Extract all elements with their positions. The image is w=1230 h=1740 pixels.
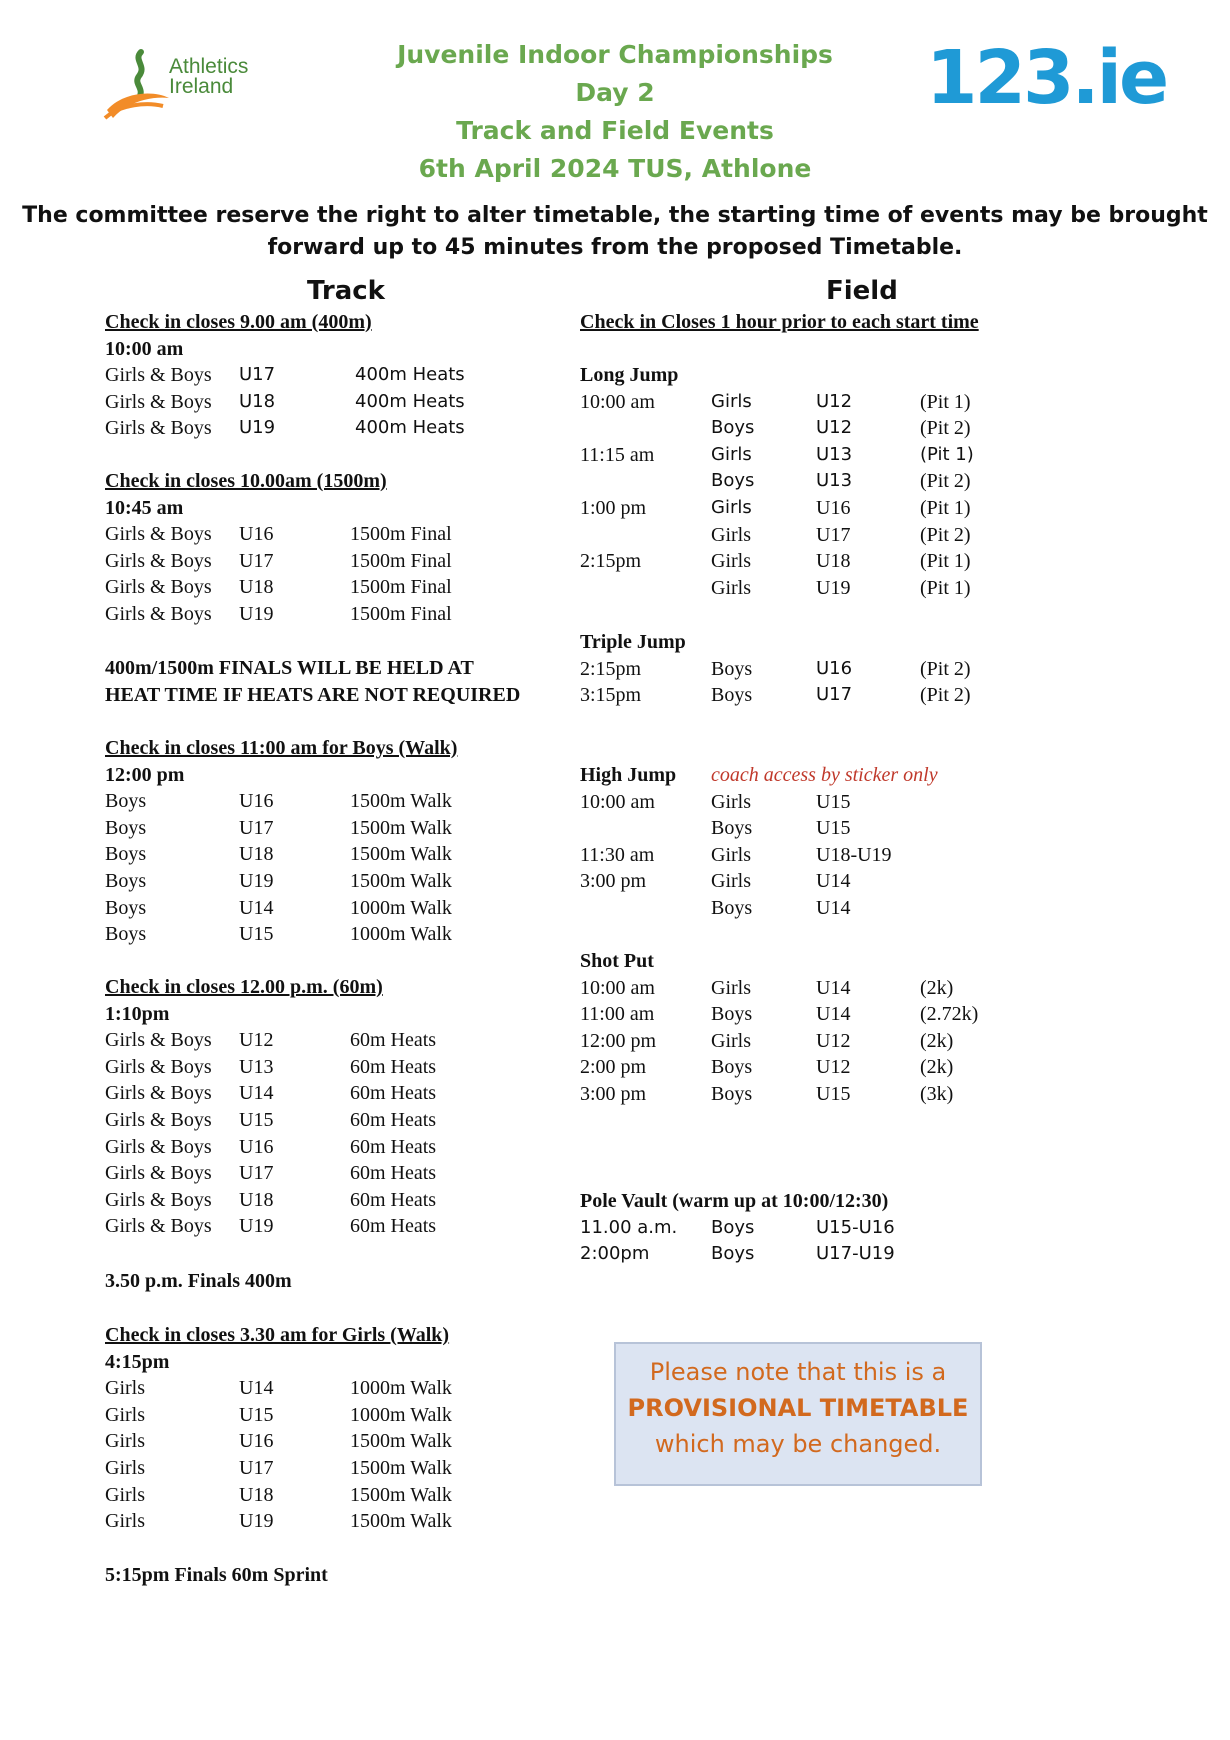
age-cell: U15	[239, 1403, 274, 1426]
age-cell: U16	[816, 497, 851, 519]
field-row	[580, 1028, 1000, 1054]
track-row	[105, 1160, 525, 1186]
event-cell: 1500m Walk	[350, 1510, 452, 1533]
age-cell: U16	[239, 1135, 274, 1158]
group-cell: Girls	[711, 870, 751, 893]
age-cell: U15	[816, 817, 851, 840]
note-cell: (2.72k)	[920, 1003, 979, 1026]
group-cell: Girls & Boys	[105, 576, 212, 599]
track-row	[105, 1107, 525, 1133]
track-row	[105, 788, 525, 814]
age-cell: U19	[816, 576, 851, 599]
age-cell: U19	[239, 870, 274, 892]
track-checkin-2: Check in closes 11:00 am for Boys (Walk)	[105, 737, 458, 759]
note-cell: (3k)	[920, 1083, 954, 1105]
group-cell: Girls	[711, 976, 751, 999]
group-cell: Girls	[105, 1457, 145, 1479]
event-cell: 1500m Final	[350, 603, 452, 625]
track-row	[105, 1213, 525, 1239]
event-cell: 1500m Final	[350, 523, 452, 546]
group-cell: Girls & Boys	[105, 1082, 212, 1105]
track-row	[105, 1080, 525, 1106]
time-cell: 12:00 pm	[580, 1029, 657, 1052]
field-heading: Field	[826, 276, 898, 306]
provisional-line-2: PROVISIONAL TIMETABLE	[627, 1394, 969, 1422]
group-cell: Girls	[105, 1430, 145, 1453]
track-row	[105, 1375, 525, 1401]
age-cell: U16	[239, 523, 274, 546]
group-cell: Boys	[711, 470, 755, 492]
age-cell: U17-U19	[816, 1243, 895, 1265]
group-cell: Girls & Boys	[105, 549, 212, 572]
note-cell: (Pit 1)	[920, 390, 971, 413]
group-cell: Girls	[711, 576, 751, 599]
age-cell: U15	[239, 1109, 274, 1131]
age-cell: U17	[239, 816, 274, 839]
field-row	[580, 522, 1000, 548]
field-row	[580, 389, 1000, 415]
track-row	[105, 1508, 525, 1534]
note-cell: (Pit 2)	[920, 684, 971, 707]
track-time-4: 4:15pm	[105, 1350, 170, 1373]
group-cell: Boys	[711, 1243, 755, 1265]
age-cell: U17	[239, 549, 274, 572]
event-cell: 60m Heats	[350, 1029, 437, 1052]
age-cell: U15	[239, 923, 274, 946]
age-cell: U14	[239, 1377, 274, 1400]
field-row	[580, 1081, 1000, 1107]
group-cell: Girls	[711, 790, 751, 813]
event-cell: 60m Heats	[350, 1188, 437, 1211]
track-checkin-0: Check in closes 9.00 am (400m)	[105, 311, 372, 333]
triple-jump-title: Triple Jump	[580, 631, 686, 653]
group-cell: Girls & Boys	[105, 1109, 212, 1131]
group-cell: Boys	[711, 684, 753, 707]
event-cell: 60m Heats	[350, 1082, 437, 1105]
group-cell: Boys	[105, 870, 147, 892]
track-row	[105, 921, 525, 947]
event-cell: 1000m Walk	[350, 1377, 452, 1400]
age-cell: U19	[239, 1510, 274, 1533]
track-row	[105, 415, 525, 441]
logo-word-2: Ireland	[169, 75, 234, 98]
group-cell: Girls & Boys	[105, 417, 212, 440]
field-row	[580, 495, 1000, 521]
group-cell: Boys	[711, 417, 755, 439]
track-checkin-4: Check in closes 3.30 am for Girls (Walk)	[105, 1324, 450, 1346]
event-cell: 60m Heats	[350, 1055, 437, 1078]
field-row	[580, 815, 1000, 841]
track-time-0: 10:00 am	[105, 337, 184, 360]
provisional-line-1: Please note that this is a	[649, 1358, 947, 1386]
event-cell: 1000m Walk	[350, 896, 452, 919]
note-cell: (Pit 1)	[920, 550, 971, 573]
field-row	[580, 1215, 1000, 1241]
age-cell: U18	[239, 1483, 274, 1506]
notice-line-2: forward up to 45 minutes from the proposed Timetable.	[267, 235, 963, 260]
group-cell: Girls	[711, 1029, 751, 1052]
age-cell: U19	[239, 1215, 274, 1238]
event-cell: 1500m Walk	[350, 1483, 452, 1506]
pole-vault-title: Pole Vault (warm up at 10:00/12:30)	[580, 1190, 889, 1212]
group-cell: Girls & Boys	[105, 1055, 212, 1078]
age-cell: U19	[239, 603, 274, 625]
track-row	[105, 1054, 525, 1080]
finals-400m: 3.50 p.m. Finals 400m	[105, 1270, 292, 1292]
event-cell: 400m Heats	[355, 390, 465, 412]
field-row	[580, 575, 1000, 601]
event-cell: 400m Heats	[355, 364, 465, 386]
field-row	[580, 868, 1000, 894]
age-cell: U17	[816, 523, 851, 546]
time-cell: 11.00 a.m.	[580, 1216, 678, 1238]
age-cell: U18-U19	[816, 843, 892, 866]
group-cell: Boys	[711, 897, 753, 919]
group-cell: Girls & Boys	[105, 390, 212, 413]
shot-put-title: Shot Put	[580, 950, 654, 972]
age-cell: U12	[816, 1056, 851, 1079]
track-row	[105, 1428, 525, 1454]
track-row	[105, 1187, 525, 1213]
group-cell: Girls	[105, 1377, 145, 1400]
field-row	[580, 789, 1000, 815]
track-row	[105, 521, 525, 547]
age-cell: U17	[239, 1457, 274, 1479]
track-heading: Track	[307, 276, 385, 306]
note-cell: (Pit 1)	[920, 443, 974, 465]
event-cell: 60m Heats	[350, 1109, 437, 1131]
track-row	[105, 574, 525, 600]
finals-note-line-1: 400m/1500m FINALS WILL BE HELD AT	[105, 657, 474, 679]
age-cell: U13	[816, 443, 853, 465]
sponsor-logo: 123.ie	[926, 35, 1167, 121]
event-cell: 1500m Final	[350, 576, 452, 599]
field-row	[580, 975, 1000, 1001]
age-cell: U16	[239, 1430, 274, 1453]
time-cell: 2:00 pm	[580, 1056, 647, 1079]
time-cell: 3:15pm	[580, 684, 642, 707]
event-cell: 1500m Walk	[350, 790, 452, 813]
group-cell: Girls	[711, 443, 752, 465]
track-row	[105, 1134, 525, 1160]
age-cell: U14	[816, 870, 851, 893]
coach-access-note: coach access by sticker only	[711, 764, 938, 786]
group-cell: Girls & Boys	[105, 1215, 212, 1238]
group-cell: Girls & Boys	[105, 1162, 212, 1185]
event-cell: 60m Heats	[350, 1135, 437, 1158]
field-row	[580, 442, 1000, 468]
field-row	[580, 656, 1000, 682]
time-cell: 1:00 pm	[580, 497, 647, 519]
age-cell: U15-U16	[816, 1216, 895, 1238]
age-cell: U12	[239, 1029, 274, 1052]
event-cell: 1500m Walk	[350, 1457, 452, 1479]
logo-word-1: Athletics	[169, 55, 249, 78]
field-row	[580, 548, 1000, 574]
field-row	[580, 682, 1000, 708]
age-cell: U19	[239, 417, 276, 439]
time-cell: 2:15pm	[580, 657, 642, 680]
note-cell: (Pit 1)	[920, 576, 971, 599]
field-row	[580, 1241, 1000, 1267]
group-cell: Boys	[711, 1003, 753, 1026]
age-cell: U14	[239, 1082, 274, 1105]
event-cell: 1500m Walk	[350, 1430, 452, 1453]
title-line-4: 6th April 2024 TUS, Athlone	[418, 154, 812, 183]
note-cell: (Pit 2)	[920, 523, 971, 546]
field-row	[580, 1054, 1000, 1080]
note-cell: (Pit 2)	[920, 417, 971, 440]
group-cell: Boys	[105, 816, 147, 839]
group-cell: Boys	[711, 1216, 755, 1238]
title-line-3: Track and Field Events	[456, 116, 774, 145]
note-cell: (Pit 2)	[920, 470, 971, 493]
age-cell: U18	[816, 550, 851, 573]
group-cell: Girls & Boys	[105, 523, 212, 546]
group-cell: Girls	[711, 390, 752, 412]
group-cell: Girls	[711, 550, 751, 573]
notice-line-1: The committee reserve the right to alter timetable, the starting time of events may be brought	[22, 203, 1208, 228]
group-cell: Girls	[711, 523, 751, 546]
event-cell: 1500m Walk	[350, 870, 452, 892]
field-checkin: Check in Closes 1 hour prior to each start time	[580, 311, 979, 333]
track-row	[105, 815, 525, 841]
group-cell: Girls & Boys	[105, 1188, 212, 1211]
age-cell: U15	[816, 1083, 851, 1105]
group-cell: Girls & Boys	[105, 1135, 212, 1158]
track-checkin-1: Check in closes 10.00am (1500m)	[105, 470, 387, 492]
age-cell: U15	[816, 790, 851, 813]
age-cell: U18	[239, 390, 276, 412]
age-cell: U18	[239, 576, 274, 599]
track-row	[105, 1482, 525, 1508]
long-jump-title: Long Jump	[580, 364, 679, 386]
group-cell: Boys	[711, 657, 753, 680]
event-cell: 1500m Final	[350, 549, 452, 572]
track-row	[105, 841, 525, 867]
time-cell: 11:00 am	[580, 1003, 655, 1026]
age-cell: U14	[816, 897, 851, 919]
note-cell: (2k)	[920, 1056, 954, 1079]
age-cell: U12	[816, 1029, 851, 1052]
field-row	[580, 1001, 1000, 1027]
group-cell: Girls	[105, 1510, 145, 1533]
group-cell: Girls & Boys	[105, 364, 212, 387]
field-row	[580, 468, 1000, 494]
event-cell: 1000m Walk	[350, 923, 452, 946]
finals-60m: 5:15pm Finals 60m Sprint	[105, 1564, 328, 1586]
age-cell: U13	[239, 1055, 274, 1078]
age-cell: U17	[239, 1162, 274, 1185]
event-cell: 1000m Walk	[350, 1403, 452, 1426]
note-cell: (2k)	[920, 976, 954, 999]
track-row	[105, 601, 525, 627]
time-cell: 10:00 am	[580, 790, 655, 813]
age-cell: U14	[239, 896, 274, 919]
note-cell: (Pit 2)	[920, 657, 971, 680]
age-cell: U17	[816, 684, 853, 706]
event-cell: 1500m Walk	[350, 843, 452, 866]
group-cell: Boys	[711, 1056, 753, 1079]
track-row	[105, 895, 525, 921]
group-cell: Girls	[105, 1483, 145, 1506]
field-row	[580, 895, 1000, 921]
track-row	[105, 868, 525, 894]
track-row	[105, 1027, 525, 1053]
track-checkin-3: Check in closes 12.00 p.m. (60m)	[105, 976, 383, 998]
age-cell: U16	[239, 790, 274, 813]
track-row	[105, 1455, 525, 1481]
group-cell: Girls & Boys	[105, 1029, 212, 1052]
event-cell: 400m Heats	[355, 417, 465, 439]
event-cell: 1500m Walk	[350, 816, 452, 839]
note-cell: (2k)	[920, 1029, 954, 1052]
track-row	[105, 389, 525, 415]
field-row	[580, 842, 1000, 868]
time-cell: 2:15pm	[580, 550, 642, 573]
title-line-2: Day 2	[575, 78, 655, 107]
note-cell: (Pit 1)	[920, 497, 971, 519]
age-cell: U13	[816, 470, 853, 492]
age-cell: U12	[816, 390, 853, 412]
group-cell: Boys	[711, 817, 753, 840]
group-cell: Boys	[105, 843, 147, 866]
event-cell: 60m Heats	[350, 1215, 437, 1238]
time-cell: 3:00 pm	[580, 870, 647, 893]
group-cell: Girls	[105, 1403, 145, 1426]
track-time-2: 12:00 pm	[105, 763, 185, 786]
age-cell: U18	[239, 843, 274, 866]
track-row	[105, 1402, 525, 1428]
group-cell: Boys	[711, 1083, 753, 1105]
track-row	[105, 548, 525, 574]
group-cell: Girls	[711, 843, 751, 866]
time-cell: 3:00 pm	[580, 1083, 647, 1105]
provisional-line-3: which may be changed.	[654, 1430, 942, 1458]
field-row	[580, 415, 1000, 441]
track-time-3: 1:10pm	[105, 1002, 170, 1025]
group-cell: Boys	[105, 896, 147, 919]
age-cell: U18	[239, 1188, 274, 1211]
event-cell: 60m Heats	[350, 1162, 437, 1185]
finals-note-line-2: HEAT TIME IF HEATS ARE NOT REQUIRED	[105, 684, 521, 706]
provisional-notice-box	[614, 1342, 982, 1486]
high-jump-title: High Jump	[580, 764, 677, 786]
age-cell: U12	[816, 417, 853, 439]
track-row	[105, 362, 525, 388]
time-cell: 10:00 am	[580, 390, 655, 413]
age-cell: U14	[816, 1003, 851, 1026]
time-cell: 11:30 am	[580, 843, 655, 866]
time-cell: 11:15 am	[580, 443, 655, 466]
time-cell: 10:00 am	[580, 976, 655, 999]
title-line-1: Juvenile Indoor Championships	[397, 40, 833, 69]
time-cell: 2:00pm	[580, 1243, 650, 1265]
group-cell: Girls & Boys	[105, 603, 212, 625]
group-cell: Boys	[105, 790, 147, 813]
age-cell: U17	[239, 364, 276, 386]
age-cell: U16	[816, 657, 853, 679]
track-time-1: 10:45 am	[105, 496, 184, 519]
age-cell: U14	[816, 976, 851, 999]
group-cell: Girls	[711, 497, 752, 518]
group-cell: Boys	[105, 923, 147, 946]
